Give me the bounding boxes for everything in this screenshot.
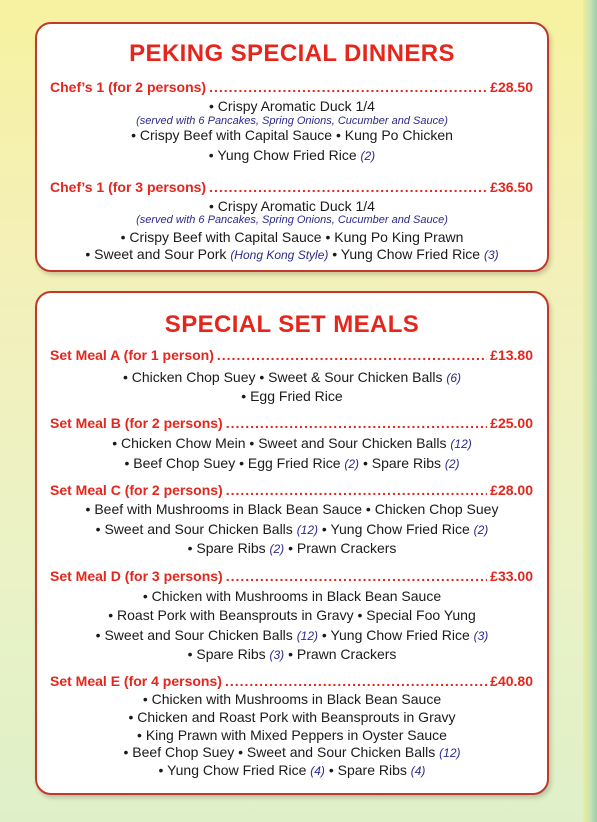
chef-2-name: Chef’s 1 (for 2 persons) xyxy=(50,79,207,95)
chef-3-name: Chef’s 1 (for 3 persons) xyxy=(50,179,207,195)
chef-2-item-rice xyxy=(37,147,547,163)
item-text: • Chicken Chop Suey • Sweet & Sour Chicken Balls xyxy=(122,369,443,385)
quantity: (12) xyxy=(296,523,319,537)
chef-2-persons-header xyxy=(50,79,533,95)
quantity: (4) xyxy=(410,764,426,778)
quantity: (12) xyxy=(450,437,472,451)
set-meal-a-header xyxy=(50,347,533,363)
set-meal-b-line-1 xyxy=(37,435,547,451)
set-meal-c-line-2 xyxy=(37,521,547,537)
item-text: • Yung Chow Fried Rice xyxy=(158,762,307,778)
peking-title: PEKING SPECIAL DINNERS xyxy=(129,40,455,67)
set-meal-d-line-1: • Chicken with Mushrooms in Black Bean Sauce xyxy=(142,588,442,604)
set-meal-d-line-4 xyxy=(37,646,547,662)
set-meal-e-line-4 xyxy=(37,744,547,760)
item-text: • Yung Chow Fried Rice xyxy=(332,246,481,262)
item-text: • Sweet and Sour Pork xyxy=(85,246,227,262)
quantity: (12) xyxy=(296,629,319,643)
quantity: (4) xyxy=(310,764,325,778)
set-meal-b-name: Set Meal B (for 2 persons) xyxy=(50,415,223,431)
item-text: • Spare Ribs xyxy=(362,455,441,471)
item-text: • Spare Ribs xyxy=(187,646,266,662)
set-meal-e-line-5 xyxy=(37,762,547,778)
set-meal-c-price: £28.00 xyxy=(490,482,533,498)
leader-dots xyxy=(226,482,487,498)
set-meal-e-line-2: • Chicken and Roast Pork with Beansprouts in Gravy xyxy=(128,709,456,725)
set-meal-e-line-1: • Chicken with Mushrooms in Black Bean Sauce xyxy=(142,691,442,707)
set-meal-b-price: £25.00 xyxy=(490,415,533,431)
item-text: • Yung Chow Fried Rice xyxy=(321,521,470,537)
set-meal-d-name: Set Meal D (for 3 persons) xyxy=(50,568,223,584)
item-text: • Spare Ribs xyxy=(187,540,266,556)
set-meal-c-name: Set Meal C (for 2 persons) xyxy=(50,482,223,498)
style-note: (Hong Kong Style) xyxy=(230,248,329,262)
quantity: (6) xyxy=(446,371,462,385)
quantity: (2) xyxy=(444,457,460,471)
chef-3-item-duck: • Crispy Aromatic Duck 1/4 xyxy=(209,198,375,214)
leader-dots xyxy=(209,179,487,195)
item-text: • Chicken Chow Mein • Sweet and Sour Chicken Balls xyxy=(112,435,447,451)
quantity: (2) xyxy=(360,149,376,163)
chef-2-item-beef-chicken: • Crispy Beef with Capital Sauce • Kung Po Chicken xyxy=(131,127,453,143)
quantity: (3) xyxy=(473,629,489,643)
chef-3-price: £36.50 xyxy=(490,179,533,195)
page-edge-background xyxy=(583,0,597,822)
set-meal-d-line-3 xyxy=(37,627,547,643)
chef-3-duck-note: (served with 6 Pancakes, Spring Onions, Cucumber and Sauce) xyxy=(136,214,448,226)
set-meal-b-line-2 xyxy=(37,455,547,471)
chef-2-price: £28.50 xyxy=(490,79,533,95)
set-meal-a-line-2: • Egg Fried Rice xyxy=(241,388,343,404)
item-text: • Prawn Crackers xyxy=(288,646,397,662)
set-meal-d-header xyxy=(50,568,533,584)
item-text: • Beef Chop Suey • Sweet and Sour Chicken Balls xyxy=(123,744,436,760)
peking-special-dinners-panel xyxy=(35,22,549,272)
set-meal-e-header xyxy=(50,673,533,689)
quantity: (2) xyxy=(473,523,489,537)
set-meal-a-price: £13.80 xyxy=(490,347,533,363)
leader-dots xyxy=(209,79,487,95)
chef-2-item-duck: • Crispy Aromatic Duck 1/4 xyxy=(209,98,375,114)
chef-2-duck-note: (served with 6 Pancakes, Spring Onions, Cucumber and Sauce) xyxy=(136,115,448,127)
quantity: (2) xyxy=(269,542,285,556)
leader-dots xyxy=(226,568,487,584)
set-meals-title: SPECIAL SET MEALS xyxy=(164,311,420,338)
chef-3-persons-header xyxy=(50,179,533,195)
set-meal-e-line-3: • King Prawn with Mixed Peppers in Oyster Sauce xyxy=(137,727,447,743)
set-meal-a-name: Set Meal A (for 1 person) xyxy=(50,347,214,363)
item-text: • Spare Ribs xyxy=(328,762,407,778)
set-meal-b-header xyxy=(50,415,533,431)
quantity: (3) xyxy=(483,248,499,262)
set-meal-d-line-2: • Roast Pork with Beansprouts in Gravy • Special Foo Yung xyxy=(108,607,476,623)
set-meal-e-name: Set Meal E (for 4 persons) xyxy=(50,673,222,689)
item-text: • Sweet and Sour Chicken Balls xyxy=(95,627,293,643)
chef-3-item-beef-prawn: • Crispy Beef with Capital Sauce • Kung Po King Prawn xyxy=(120,229,464,245)
set-meal-c-header xyxy=(50,482,533,498)
set-meal-d-price: £33.00 xyxy=(490,568,533,584)
item-text: • Prawn Crackers xyxy=(288,540,397,556)
set-meal-a-line-1 xyxy=(37,369,547,385)
set-meal-e-price: £40.80 xyxy=(490,673,533,689)
quantity: (3) xyxy=(269,648,285,662)
quantity: (12) xyxy=(439,746,461,760)
item-text: • Yung Chow Fried Rice xyxy=(321,627,470,643)
chef-3-item-pork-rice xyxy=(37,246,547,262)
item-text: • Beef Chop Suey • Egg Fried Rice xyxy=(124,455,341,471)
item-text: • Yung Chow Fried Rice xyxy=(208,147,357,163)
leader-dots xyxy=(217,347,487,363)
special-set-meals-panel xyxy=(35,291,549,795)
item-text: • Sweet and Sour Chicken Balls xyxy=(95,521,293,537)
quantity: (2) xyxy=(344,457,360,471)
set-meal-c-line-3 xyxy=(37,540,547,556)
set-meal-c-line-1: • Beef with Mushrooms in Black Bean Sauce • Chicken Chop Suey xyxy=(85,501,499,517)
leader-dots xyxy=(225,673,487,689)
leader-dots xyxy=(226,415,487,431)
